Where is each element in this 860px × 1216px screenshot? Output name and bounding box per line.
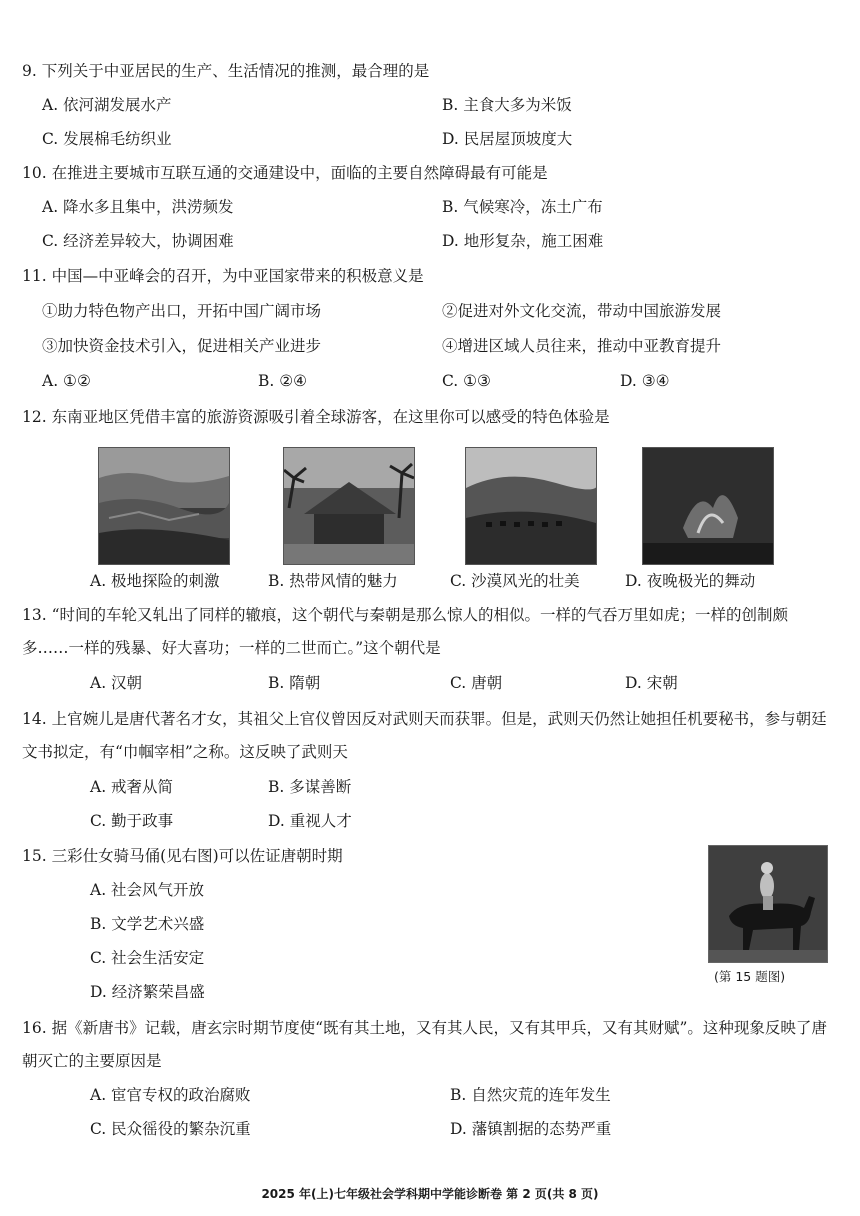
q11-option-b: B. ②④ [258, 372, 308, 390]
q10-option-d: D. 地形复杂，施工困难 [442, 232, 604, 250]
q11-option-d: D. ③④ [620, 372, 670, 390]
q11-statement-3: ③加快资金技术引入，促进相关产业进步 [42, 337, 322, 355]
q9-option-d: D. 民居屋顶坡度大 [442, 130, 573, 148]
question-11-stem: 11. 中国—中亚峰会的召开，为中亚国家带来的积极意义是 [22, 267, 424, 285]
q12-option-c: C. 沙漠风光的壮美 [450, 572, 580, 590]
q11-option-c: C. ①③ [442, 372, 491, 390]
q16-option-b: B. 自然灾荒的连年发生 [450, 1086, 611, 1104]
figure-tricolor-horse-rider [708, 845, 828, 963]
q11-statement-1: ①助力特色物产出口，开拓中国广阔市场 [42, 302, 322, 320]
q10-option-b: B. 气候寒冷，冻土广布 [442, 198, 603, 216]
photo-desert-camels [465, 447, 597, 565]
question-10-stem: 10. 在推进主要城市互联互通的交通建设中，面临的主要自然障碍最有可能是 [22, 164, 548, 182]
q16-option-c: C. 民众徭役的繁杂沉重 [90, 1120, 251, 1138]
q14-option-c: C. 勤于政事 [90, 812, 174, 830]
q15-option-b: B. 文学艺术兴盛 [90, 915, 205, 933]
q16-option-d: D. 藩镇割据的态势严重 [450, 1120, 612, 1138]
q16-option-a: A. 宦官专权的政治腐败 [90, 1086, 251, 1104]
q12-option-b: B. 热带风情的魅力 [268, 572, 398, 590]
q12-option-d: D. 夜晚极光的舞动 [625, 572, 756, 590]
q12-option-a: A. 极地探险的刺激 [90, 572, 220, 590]
q14-option-b: B. 多谋善断 [268, 778, 352, 796]
question-13-stem: 13. “时间的车轮又轧出了同样的辙痕，这个朝代与秦朝是那么惊人的相似。一样的气吞万里如虎；一样的创制颇多……一样的残暴、好大喜功；一样的二世而亡。”这个朝代是 [22, 606, 789, 657]
photo-aurora-night [642, 447, 774, 565]
q13-option-b: B. 隋朝 [268, 674, 321, 692]
q14-option-a: A. 戒奢从简 [90, 778, 174, 796]
figure-15-caption: (第 15 题图) [714, 969, 786, 984]
page-footer: 2025 年(上)七年级社会学科期中学能诊断卷 第 2 页(共 8 页) [261, 1187, 599, 1201]
q13-option-d: D. 宋朝 [625, 674, 678, 692]
q11-statement-2: ②促进对外文化交流，带动中国旅游发展 [442, 302, 722, 320]
q11-option-a: A. ①② [42, 372, 91, 390]
q15-option-a: A. 社会风气开放 [90, 881, 205, 899]
q10-option-c: C. 经济差异较大，协调困难 [42, 232, 234, 250]
q9-option-a: A. 依河湖发展水产 [42, 96, 172, 114]
question-9-stem: 9. 下列关于中亚居民的生产、生活情况的推测，最合理的是 [22, 62, 430, 80]
photo-tropical-resort [283, 447, 415, 565]
q9-option-b: B. 主食大多为米饭 [442, 96, 572, 114]
q11-statement-4: ④增进区域人员往来，推动中亚教育提升 [442, 337, 722, 355]
question-15-stem: 15. 三彩仕女骑马俑(见右图)可以佐证唐朝时期 [22, 847, 343, 865]
q14-option-d: D. 重视人才 [268, 812, 352, 830]
q10-option-a: A. 降水多且集中，洪涝频发 [42, 198, 234, 216]
photo-polar-landscape [98, 447, 230, 565]
question-12-stem: 12. 东南亚地区凭借丰富的旅游资源吸引着全球游客，在这里你可以感受的特色体验是 [22, 408, 610, 426]
q15-option-c: C. 社会生活安定 [90, 949, 205, 967]
q9-option-c: C. 发展棉毛纺织业 [42, 130, 172, 148]
q13-option-c: C. 唐朝 [450, 674, 503, 692]
q13-option-a: A. 汉朝 [90, 674, 143, 692]
question-14-stem: 14. 上官婉儿是唐代著名才女，其祖父上官仪曾因反对武则天而获罪。但是，武则天仍然让她担任机要秘书，参与朝廷文书拟定，有“巾帼宰相”之称。这反映了武则天 [22, 710, 827, 761]
question-16-stem: 16. 据《新唐书》记载，唐玄宗时期节度使“既有其土地，又有其人民，又有其甲兵，又有其财赋”。这种现象反映了唐朝灭亡的主要原因是 [22, 1019, 827, 1070]
q15-option-d: D. 经济繁荣昌盛 [90, 983, 205, 1001]
